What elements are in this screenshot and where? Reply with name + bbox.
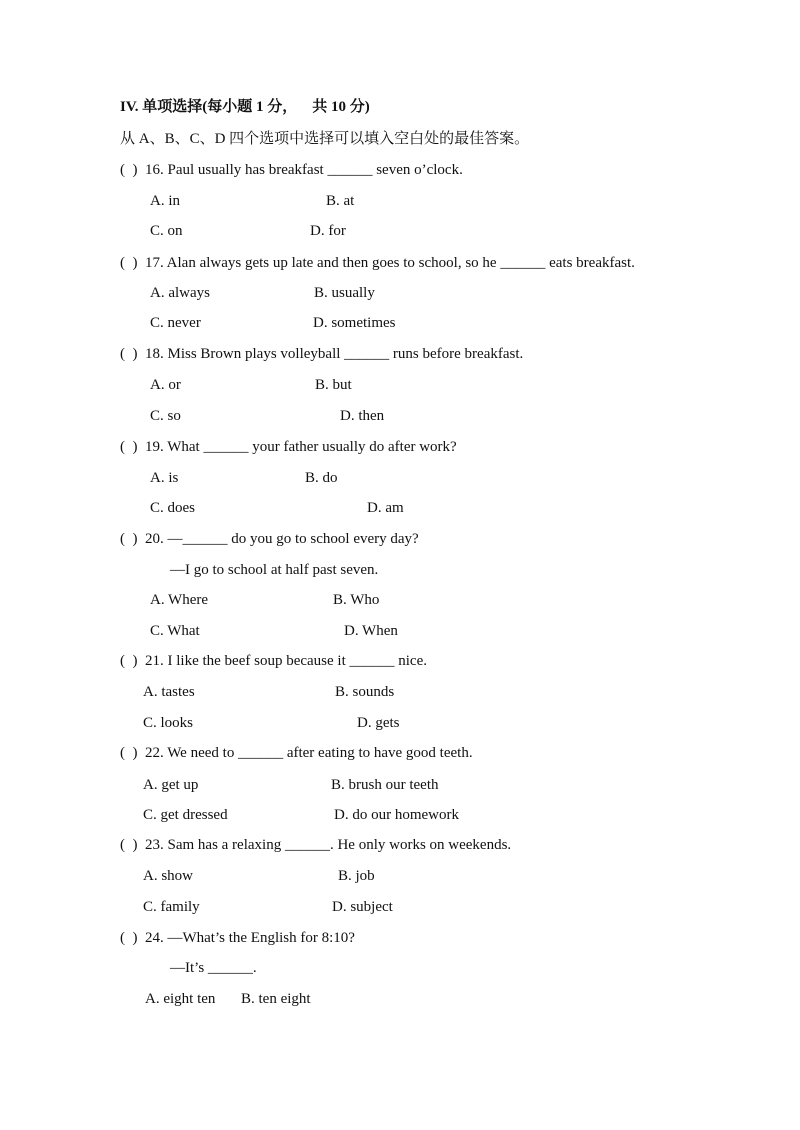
question-19-stem: ( ) 19. What ______ your father usually do after work? (120, 439, 457, 455)
question-18-option-c: C. so (150, 408, 181, 424)
question-18-option-a: A. or (150, 377, 181, 393)
question-17-option-c: C. never (150, 315, 201, 331)
question-16-stem: ( ) 16. Paul usually has breakfast ______ seven o’clock. (120, 162, 463, 178)
question-22-option-c: C. get dressed (143, 807, 228, 823)
question-16-option-a: A. in (150, 193, 180, 209)
question-19-option-d: D. am (367, 500, 404, 516)
question-18-stem: ( ) 18. Miss Brown plays volleyball ______ runs before breakfast. (120, 346, 524, 362)
question-17-stem: ( ) 17. Alan always gets up late and then goes to school, so he ______ eats breakfast. (120, 255, 635, 271)
question-21-option-b: B. sounds (335, 684, 395, 700)
question-18-option-d: D. then (340, 408, 385, 424)
question-21-option-d: D. gets (357, 715, 400, 731)
question-21-option-c: C. looks (143, 715, 194, 731)
question-20-option-d: D. When (344, 623, 398, 639)
question-18-option-b: B. but (315, 377, 352, 393)
section-instruction: 从 A、B、C、D 四个选项中选择可以填入空白处的最佳答案。 (120, 131, 530, 147)
question-22-stem: ( ) 22. We need to ______ after eating to have good teeth. (120, 745, 473, 761)
question-24-reply: —It’s ______. (170, 960, 257, 976)
question-16-option-b: B. at (326, 193, 355, 209)
question-23-option-a: A. show (143, 868, 194, 884)
question-24-stem: ( ) 24. —What’s the English for 8:10? (120, 930, 355, 946)
question-17-option-a: A. always (150, 285, 210, 301)
question-19-option-c: C. does (150, 500, 195, 516)
question-20-stem: ( ) 20. —______ do you go to school every day? (120, 531, 419, 547)
question-19-option-a: A. is (150, 470, 179, 486)
question-20-reply: —I go to school at half past seven. (170, 562, 379, 578)
question-23-option-b: B. job (338, 868, 375, 884)
question-20-option-a: A. Where (150, 592, 209, 608)
question-22-option-b: B. brush our teeth (331, 777, 439, 793)
question-23-option-c: C. family (143, 899, 200, 915)
question-24-option-b: B. ten eight (241, 991, 311, 1007)
question-23-option-d: D. subject (332, 899, 393, 915)
question-22-option-d: D. do our homework (334, 807, 459, 823)
question-21-stem: ( ) 21. I like the beef soup because it ______ nice. (120, 653, 427, 669)
question-24-option-a: A. eight ten (145, 991, 216, 1007)
question-16-option-d: D. for (310, 223, 346, 239)
question-17-option-d: D. sometimes (313, 315, 396, 331)
question-20-option-b: B. Who (333, 592, 380, 608)
question-19-option-b: B. do (305, 470, 338, 486)
section-heading: IV. 单项选择(每小题 1 分， 共 10 分) (120, 99, 370, 115)
question-17-option-b: B. usually (314, 285, 375, 301)
question-22-option-a: A. get up (143, 777, 199, 793)
question-21-option-a: A. tastes (143, 684, 195, 700)
question-20-option-c: C. What (150, 623, 200, 639)
question-16-option-c: C. on (150, 223, 183, 239)
question-23-stem: ( ) 23. Sam has a relaxing ______. He only works on weekends. (120, 837, 512, 853)
